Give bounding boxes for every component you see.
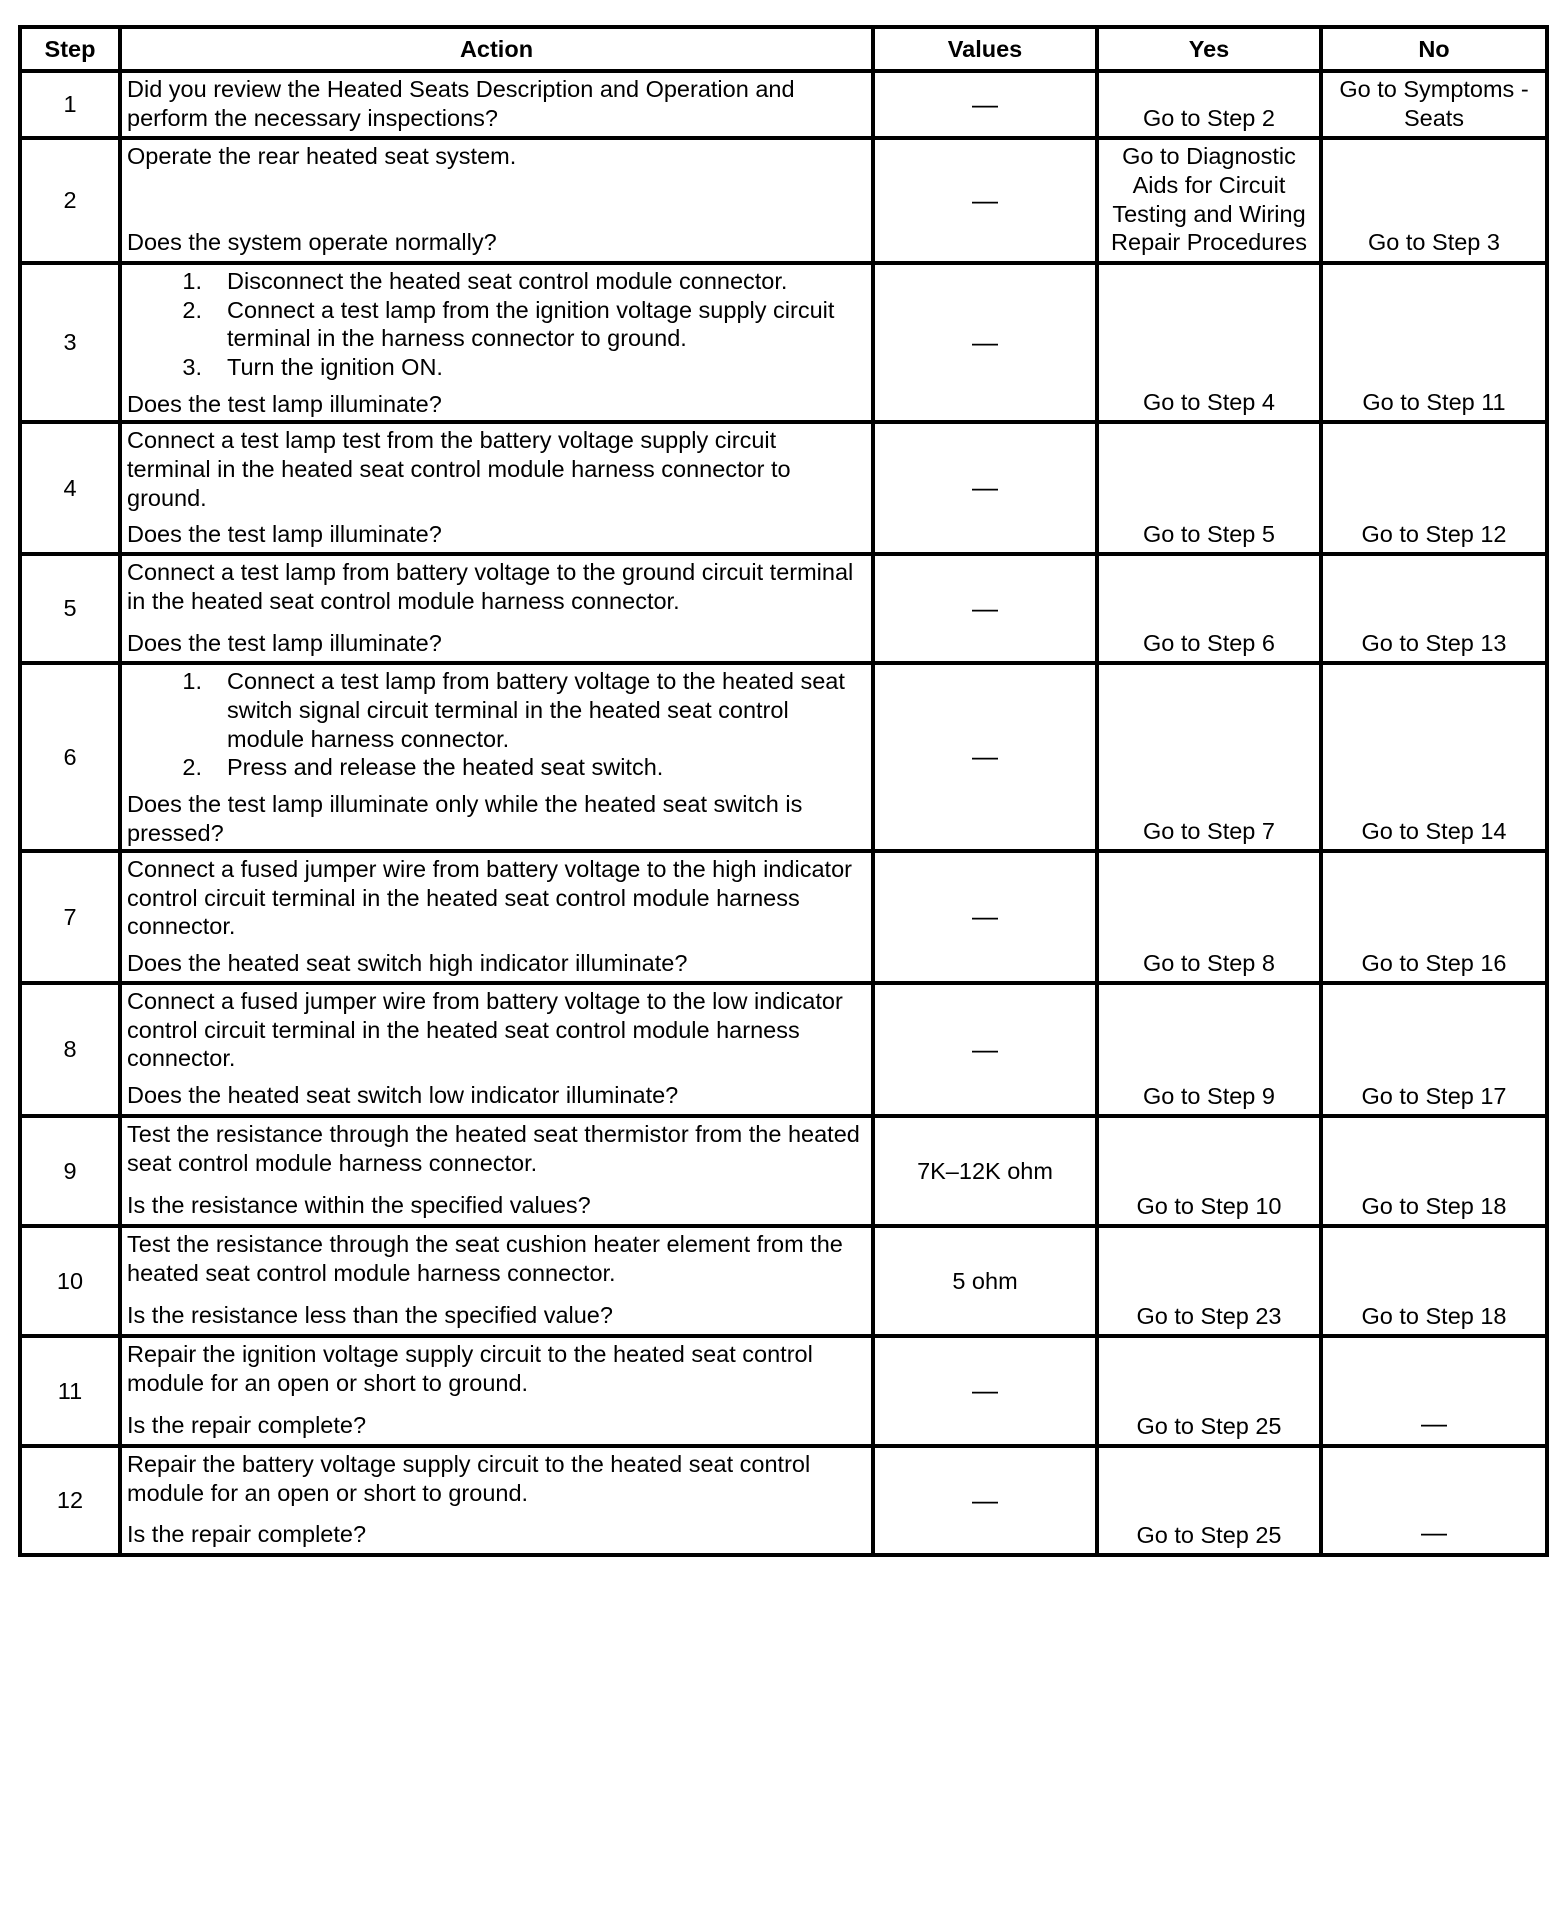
- action-cell: [120, 1116, 873, 1226]
- action-cell: [120, 422, 873, 554]
- step-number: 9: [20, 1116, 120, 1226]
- action-question: Is the repair complete?: [127, 1412, 367, 1439]
- action-question: Is the repair complete?: [127, 1521, 367, 1548]
- step-number: 3: [20, 263, 120, 422]
- action-steps-list: [127, 267, 865, 382]
- values-cell: —: [873, 663, 1097, 851]
- action-step-text: Press and release the heated seat switch.: [227, 754, 664, 781]
- action-step-text: Turn the ignition ON.: [227, 353, 443, 380]
- action-question: Does the test lamp illuminate?: [127, 390, 442, 417]
- header-values: Values: [873, 27, 1097, 71]
- action-cell: [120, 71, 873, 138]
- action-cell: [120, 983, 873, 1116]
- no-cell: Go to Step 18: [1321, 1116, 1547, 1226]
- values-cell: —: [873, 422, 1097, 554]
- values-cell: 5 ohm: [873, 1226, 1097, 1336]
- action-step-item: [127, 296, 865, 353]
- no-cell: Go to Step 14: [1321, 663, 1547, 851]
- yes-cell: Go to Step 25: [1097, 1336, 1321, 1446]
- table-row: [20, 138, 1547, 263]
- yes-cell: Go to Step 9: [1097, 983, 1321, 1116]
- action-step-text: Disconnect the heated seat control module connector.: [227, 267, 788, 294]
- table-row: [20, 71, 1547, 138]
- yes-cell: Go to Diagnostic Aids for Circuit Testing and Wiring Repair Procedures: [1097, 138, 1321, 263]
- list-number: 3.: [182, 353, 202, 380]
- action-instruction: Operate the rear heated seat system.: [127, 143, 517, 170]
- values-cell: —: [873, 71, 1097, 138]
- values-cell: —: [873, 1446, 1097, 1555]
- step-number: 1: [20, 71, 120, 138]
- table-body: [20, 71, 1547, 1555]
- table-row: [20, 851, 1547, 983]
- action-question: Is the resistance within the specified values?: [127, 1192, 591, 1219]
- action-instruction: Connect a fused jumper wire from battery voltage to the high indicator control circuit terminal in the heated seat control module harness connector.: [127, 856, 852, 940]
- action-instruction: Repair the ignition voltage supply circuit to the heated seat control module for an open or short to ground.: [127, 1341, 813, 1396]
- action-question: Is the resistance less than the specified value?: [127, 1302, 613, 1329]
- list-number: 1.: [182, 668, 202, 695]
- no-cell: Go to Step 3: [1321, 138, 1547, 263]
- list-number: 2.: [182, 754, 202, 781]
- action-steps-list: [127, 667, 865, 782]
- action-cell: [120, 1446, 873, 1555]
- table-row: [20, 422, 1547, 554]
- step-number: 4: [20, 422, 120, 554]
- action-cell: [120, 263, 873, 422]
- action-question: Does the heated seat switch low indicator illuminate?: [127, 1082, 679, 1109]
- list-number: 1.: [182, 267, 202, 294]
- action-step-item: [127, 353, 865, 382]
- no-cell: Go to Step 12: [1321, 422, 1547, 554]
- values-cell: —: [873, 263, 1097, 422]
- values-cell: 7K–12K ohm: [873, 1116, 1097, 1226]
- action-instruction: Test the resistance through the heated seat thermistor from the heated seat control module harness connector.: [127, 1121, 860, 1176]
- action-cell: [120, 554, 873, 663]
- header-yes: Yes: [1097, 27, 1321, 71]
- values-cell: —: [873, 851, 1097, 983]
- yes-cell: Go to Step 4: [1097, 263, 1321, 422]
- action-instruction: Connect a test lamp from battery voltage to the ground circuit terminal in the heated seat control module harness connector.: [127, 559, 854, 614]
- step-number: 12: [20, 1446, 120, 1555]
- action-step-item: [127, 667, 865, 753]
- action-instruction: Test the resistance through the seat cushion heater element from the heated seat control module harness connector.: [127, 1231, 843, 1286]
- no-cell: Go to Step 16: [1321, 851, 1547, 983]
- yes-cell: Go to Step 10: [1097, 1116, 1321, 1226]
- header-no: No: [1321, 27, 1547, 71]
- table-row: [20, 663, 1547, 851]
- diagnostic-table: [18, 25, 1549, 1557]
- action-question: Does the heated seat switch high indicator illuminate?: [127, 950, 688, 977]
- no-cell: Go to Step 11: [1321, 263, 1547, 422]
- action-step-item: [127, 753, 865, 782]
- action-instruction: Connect a test lamp test from the battery voltage supply circuit terminal in the heated seat control module harness connector to ground.: [127, 427, 791, 511]
- step-number: 2: [20, 138, 120, 263]
- yes-cell: Go to Step 5: [1097, 422, 1321, 554]
- table-row: [20, 1336, 1547, 1446]
- step-number: 10: [20, 1226, 120, 1336]
- yes-cell: Go to Step 25: [1097, 1446, 1321, 1555]
- action-question: Does the system operate normally?: [127, 228, 497, 255]
- action-question: Does the test lamp illuminate?: [127, 629, 442, 656]
- action-question: Does the test lamp illuminate?: [127, 521, 442, 548]
- action-cell: [120, 851, 873, 983]
- action-step-text: Connect a test lamp from battery voltage to the heated seat switch signal circuit terminal in the heated seat control module harness connector.: [227, 668, 845, 752]
- values-cell: —: [873, 1336, 1097, 1446]
- step-number: 8: [20, 983, 120, 1116]
- no-cell: Go to Symptoms - Seats: [1321, 71, 1547, 138]
- table-row: [20, 983, 1547, 1116]
- no-cell: Go to Step 13: [1321, 554, 1547, 663]
- action-instruction: Did you review the Heated Seats Description and Operation and perform the necessary inspections?: [127, 76, 795, 131]
- table-row: [20, 554, 1547, 663]
- yes-cell: Go to Step 6: [1097, 554, 1321, 663]
- no-cell: —: [1321, 1336, 1547, 1446]
- table-row: [20, 1116, 1547, 1226]
- action-step-text: Connect a test lamp from the ignition voltage supply circuit terminal in the harness connector to ground.: [227, 296, 835, 352]
- header-action: Action: [120, 27, 873, 71]
- yes-cell: Go to Step 23: [1097, 1226, 1321, 1336]
- list-number: 2.: [182, 296, 202, 323]
- values-cell: —: [873, 983, 1097, 1116]
- action-instruction: Repair the battery voltage supply circuit to the heated seat control module for an open or short to ground.: [127, 1451, 811, 1506]
- step-number: 11: [20, 1336, 120, 1446]
- table-row: [20, 1446, 1547, 1555]
- action-step-item: [127, 267, 865, 296]
- action-question: Does the test lamp illuminate only while the heated seat switch is pressed?: [127, 790, 803, 846]
- no-cell: —: [1321, 1446, 1547, 1555]
- header-step: Step: [20, 27, 120, 71]
- yes-cell: Go to Step 7: [1097, 663, 1321, 851]
- header-row: [20, 27, 1547, 71]
- yes-cell: Go to Step 8: [1097, 851, 1321, 983]
- values-cell: —: [873, 554, 1097, 663]
- action-cell: [120, 1226, 873, 1336]
- no-cell: Go to Step 18: [1321, 1226, 1547, 1336]
- action-instruction: Connect a fused jumper wire from battery voltage to the low indicator control circuit terminal in the heated seat control module harness connector.: [127, 988, 843, 1072]
- action-cell: [120, 138, 873, 263]
- step-number: 5: [20, 554, 120, 663]
- no-cell: Go to Step 17: [1321, 983, 1547, 1116]
- step-number: 6: [20, 663, 120, 851]
- yes-cell: Go to Step 2: [1097, 71, 1321, 138]
- action-cell: [120, 663, 873, 851]
- table-row: [20, 263, 1547, 422]
- values-cell: —: [873, 138, 1097, 263]
- table-row: [20, 1226, 1547, 1336]
- step-number: 7: [20, 851, 120, 983]
- action-cell: [120, 1336, 873, 1446]
